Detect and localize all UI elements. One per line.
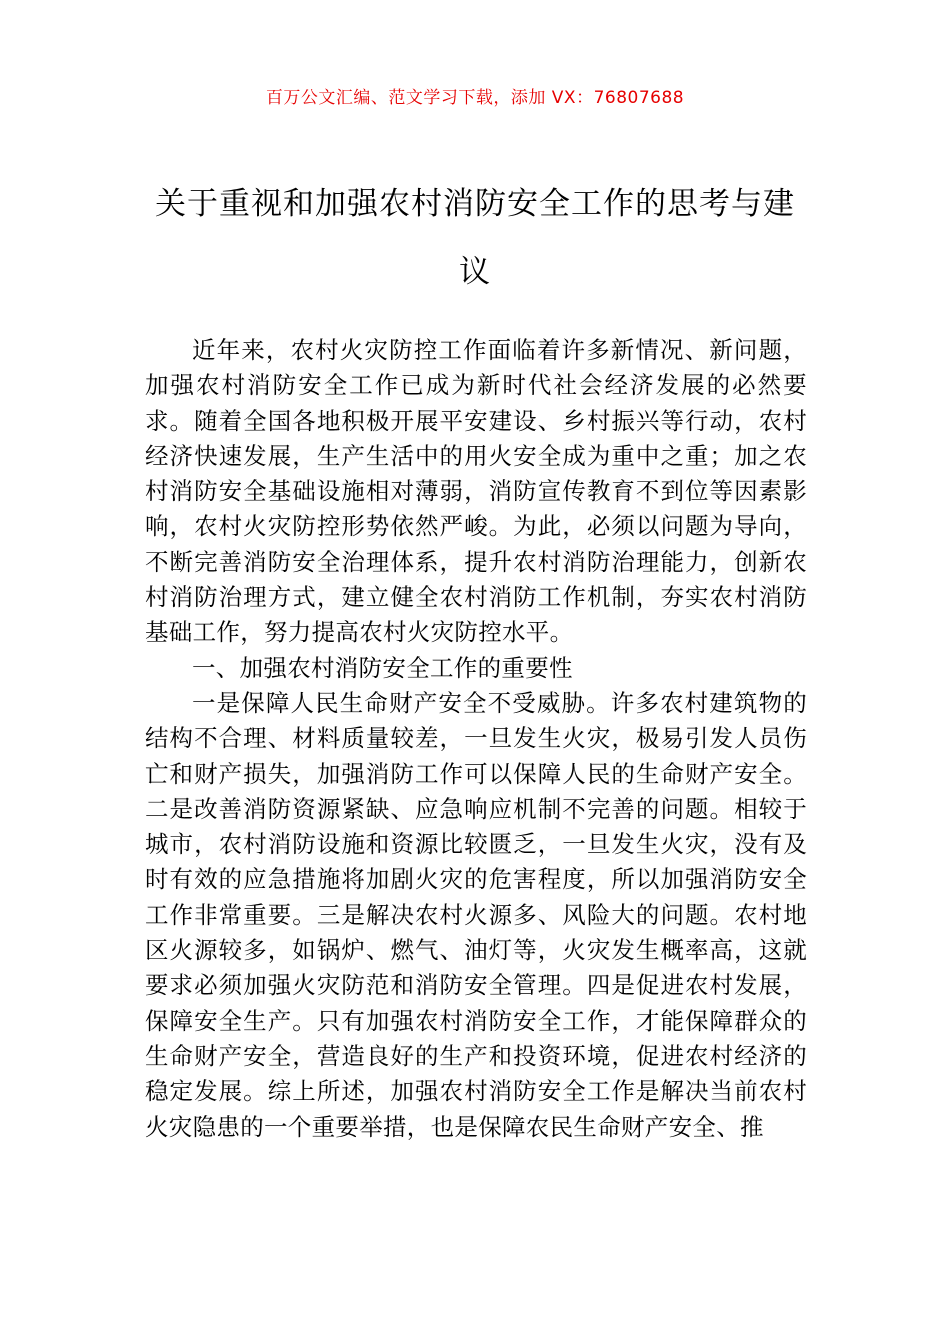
section-heading-1: 一、加强农村消防安全工作的重要性 xyxy=(192,653,573,682)
promo-header-text: 百万公文汇编、范文学习下载，添加 VX：76807688 xyxy=(265,88,685,108)
document-body xyxy=(145,333,807,1145)
body-paragraph-intro: 近年来，农村火灾防控工作面临着许多新情况、新问题，加强农村消防安全工作已成为新时代社会经济发展的必然要求。随着全国各地积极开展平安建设、乡村振兴等行动，农村经济快速发展，生产生活中的用火安全成为重中之重；加之农村消防安全基础设施相对薄弱，消防宣传教育不到位等因素影响，农村火灾防控形势依然严峻。为此，必须以问题为导向，不断完善消防安全治理体系，提升农村消防治理能力，创新农村消防治理方式，建立健全农村消防工作机制，夯实农村消防基础工作，努力提高农村火灾防控水平。 xyxy=(145,336,807,647)
body-paragraph-importance: 一是保障人民生命财产安全不受威胁。许多农村建筑物的结构不合理、材料质量较差，一旦发生火灾，极易引发人员伤亡和财产损失，加强消防工作可以保障人民的生命财产安全。二是改善消防资源紧缺、应急响应机制不完善的问题。相较于城市，农村消防设施和资源比较匮乏，一旦发生火灾，没有及时有效的应急措施将加剧火灾的危害程度，所以加强消防安全工作非常重要。三是解决农村火源多、风险大的问题。农村地区火源较多，如锅炉、燃气、油灯等，火灾发生概率高，这就要求必须加强火灾防范和消防安全管理。四是促进农村发展，保障安全生产。只有加强农村消防安全工作，才能保障群众的生命财产安全，营造良好的生产和投资环境，促进农村经济的稳定发展。综上所述，加强农村消防安全工作是解决当前农村火灾隐患的一个重要举措，也是保障农民生命财产安全、推 xyxy=(145,688,807,1141)
document-title: 关于重视和加强农村消防安全工作的思考与建议 xyxy=(155,186,795,290)
